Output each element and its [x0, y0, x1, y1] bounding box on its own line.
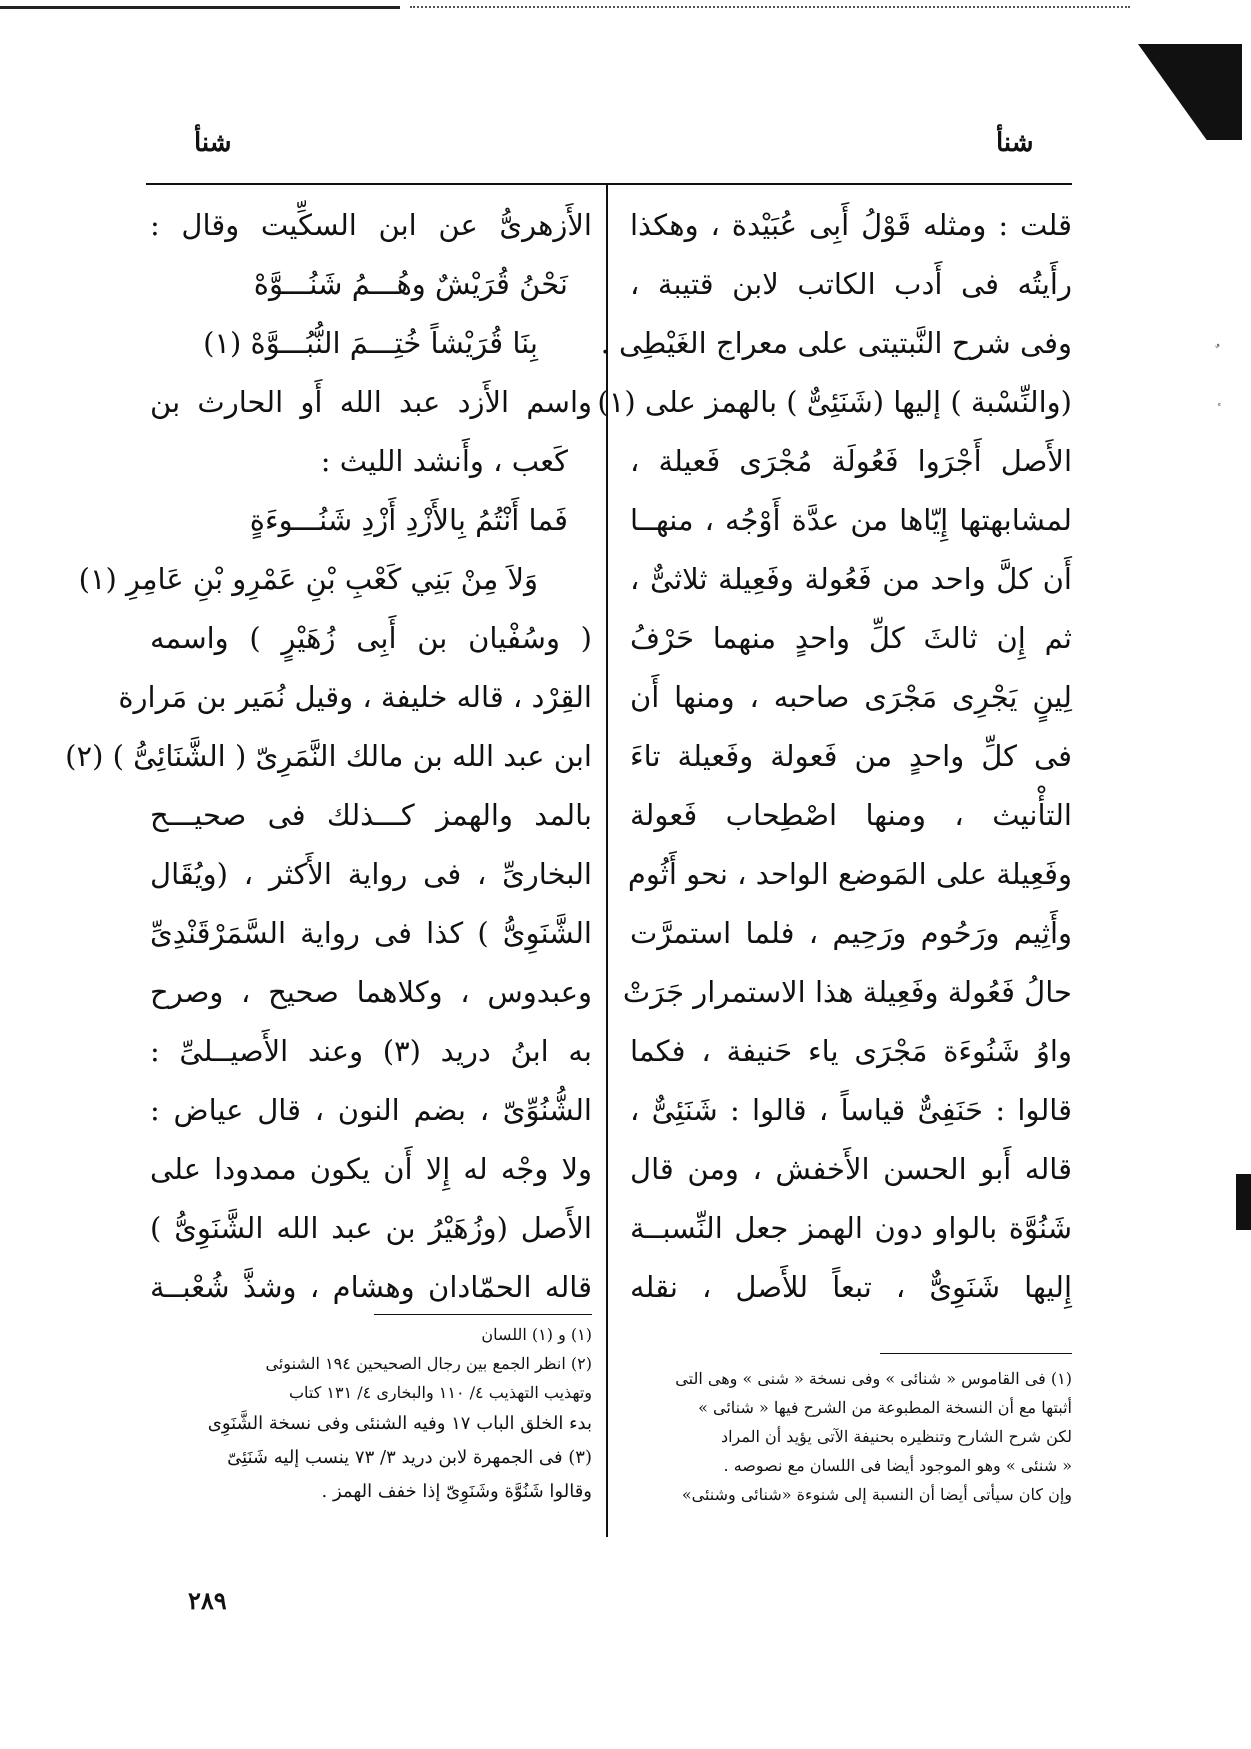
right-column: [597, 196, 1072, 1317]
text-line: (والنِّسْبة ) إليها (شَنَئِىٌّ ) بالهمز على (١): [597, 385, 1072, 419]
scan-artifact-solid: [0, 6, 400, 9]
text-line: ثم إِن ثالثَ كلِّ واحدٍ منهما حَرْفُ: [630, 621, 1072, 655]
footnote-line: لكن شرح الشارح وتنظيره بحنيفة الآتى يؤيد أن المراد: [720, 1427, 1072, 1446]
text-line: لِينٍ يَجْرِى مَجْرَى صاحبه ، ومنها أَن: [630, 680, 1072, 714]
footnotes-right: [630, 1364, 1072, 1509]
header-rule: [146, 183, 1072, 185]
text-line: وفى شرح النَّبتيتى على معراج الغَيْطِى .: [600, 326, 1072, 360]
text-line: ابن عبد الله بن مالك النَّمَرِىّ ( الشَّنَائِىُّ ) (٢): [65, 739, 592, 773]
scan-edge-mark: [1236, 1174, 1251, 1230]
scan-corner-shadow: [1138, 44, 1242, 140]
footnote-rule-right: [880, 1353, 1072, 1354]
footnote-line: (١) و (١) اللسان: [481, 1325, 592, 1344]
scan-artifact-top-line: [0, 6, 1251, 7]
footnote-line: وإن كان سيأتى أيضا أن النسبة إلى شنوءة «شنائى وشنئى»: [681, 1485, 1072, 1504]
page-number: ٢٨٩: [188, 1586, 227, 1615]
footnote-line: أثبتها مع أن النسخة المطبوعة من الشرح فيها « شنائى »: [698, 1398, 1072, 1417]
left-column: [65, 196, 592, 1317]
text-line: القِرْد ، قاله خليفة ، وقيل نُمَير بن مَرارة: [118, 680, 592, 714]
verse-line: بِنَا قُرَيْشاً خُتِـــمَ النُّبُـــوَّهْ (١): [203, 326, 538, 360]
text-line: بالمد والهمز كـــذلك فى صحيـــح: [150, 798, 592, 832]
text-line: وعبدوس ، وكلاهما صحيح ، وصرح: [150, 975, 592, 1009]
text-line: شَنُوَّة بالواو دون الهمز جعل النِّسبــة: [630, 1211, 1072, 1245]
text-line: واسم الأَزد عبد الله أَو الحارث بن: [150, 385, 592, 419]
text-line: واوُ شَنُوءَة مَجْرَى ياء حَنيفة ، فكما: [630, 1034, 1072, 1068]
running-header-right: شنأ: [996, 128, 1034, 158]
verse-line: وَلاَ مِنْ بَنِي كَعْبِ بْنِ عَمْرِو بْنِ عَامِرِ (١): [78, 562, 538, 596]
text-line: لمشابهتها إِيّاها من عدَّة أَوْجُه ، منهــا: [630, 503, 1072, 537]
text-line: كَعب ، وأَنشد الليث :: [320, 444, 568, 478]
text-line: قاله الحمّادان وهشام ، وشذَّ شُعْبــة: [150, 1270, 592, 1304]
footnote-line: (١) فى القاموس « شنائى » وفى نسخة « شنى » وهى التى: [675, 1369, 1072, 1388]
text-line: الأَصل (وزُهَيْرُ بن عبد الله الشَّنَوِىُّ ): [150, 1211, 592, 1245]
text-line: وفَعِيلة على المَوضع الواحد ، نحو أَثُوم: [627, 857, 1072, 891]
verse-line: نَحْنُ قُرَيْشٌ وهُـــمُ شَنُـــوَّهْ: [253, 267, 568, 301]
text-line: فى كلِّ واحدٍ من فَعولة وفَعيلة تاءَ: [630, 739, 1072, 773]
text-line: وأَثِيم ورَحُوم ورَحِيم ، فلما استمرَّت: [630, 916, 1072, 950]
text-line: الشُّنُوِّىّ ، بضم النون ، قال عياض :: [150, 1093, 592, 1127]
footnote-line: وقالوا شَنُوَّة وشَنَوِىّ إذا خفف الهمز .: [321, 1481, 592, 1502]
text-line: قاله أَبو الحسن الأَخفش ، ومن قال: [630, 1152, 1072, 1186]
text-line: ( وسُفْيان بن أَبِى زُهَيْرٍ ) واسمه: [150, 621, 592, 655]
footnote-rule-left: [374, 1314, 592, 1315]
text-line: به ابنُ دريد (٣) وعند الأَصيــلىِّ :: [150, 1034, 592, 1068]
text-line: البخارىِّ ، فى رواية الأَكثر ، (ويُقَال: [150, 857, 592, 891]
text-line: الأَصل أَجْرَوا فَعُولَة مُجْرَى فَعيلة ،: [630, 444, 1072, 478]
text-line: قلت : ومثله قَوْلُ أَبِى عُبَيْدة ، وهكذا: [630, 208, 1072, 242]
scan-artifact-dots: [410, 6, 1130, 8]
running-header-left: شنأ: [194, 128, 232, 158]
footnote-line: (٣) فى الجمهرة لابن دريد ٣/ ٧٣ ينسب إليه شَنَئِىّ: [227, 1447, 592, 1468]
verse-line: فَما أَنْتُمُ بِالأَزْدِ أَزْدِ شَنُـــوءَةٍ: [249, 503, 568, 537]
text-line: أَن كلَّ واحد من فَعُولة وفَعِيلة ثلاثىٌّ ،: [630, 562, 1072, 596]
text-line: ولا وجْه له إِلا أَن يكون ممدودا على: [150, 1152, 592, 1186]
text-line: إِليها شَنَوِىٌّ ، تبعاً للأَصل ، نقله: [630, 1270, 1072, 1304]
text-line: التأْنيث ، ومنها اصْطِحاب فَعولة: [630, 798, 1072, 832]
text-line: الأَزهرىُّ عن ابن السكِّيت وقال :: [150, 208, 592, 242]
text-line: رأَيتُه فى أَدب الكاتب لابن قتيبة ،: [630, 267, 1072, 301]
text-line: الشَّنَوِىُّ ) كذا فى رواية السَّمَرْقَنْدِىِّ: [150, 916, 592, 950]
footnote-line: « شنئى » وهو الموجود أيضا فى اللسان مع نصوصه .: [723, 1456, 1072, 1475]
text-line: حالُ فَعُولة وفَعِيلة هذا الاستمرار جَرَتْ: [622, 975, 1072, 1009]
footnote-line: (٢) انظر الجمع بين رجال الصحيحين ١٩٤ الشنوئى: [265, 1354, 592, 1373]
footnotes-left: [150, 1320, 592, 1509]
footnote-line: بدء الخلق الباب ١٧ وفيه الشنئى وفى نسخة الشَّنَوِى: [207, 1413, 592, 1434]
text-line: قالوا : حَنَفِىٌّ قياساً ، قالوا : شَنَئِىٌّ ،: [630, 1093, 1072, 1127]
footnote-line: وتهذيب التهذيب ٤/ ١١٠ والبخارى ٤/ ١٣١ كتاب: [288, 1383, 592, 1402]
